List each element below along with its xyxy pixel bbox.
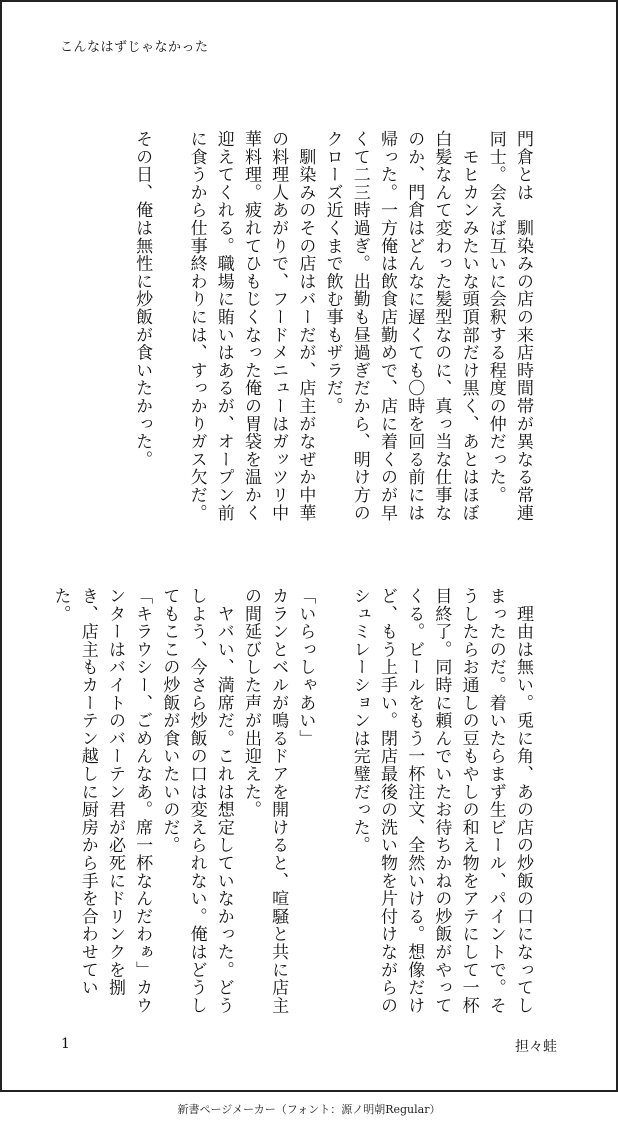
- author-name: 担々蛙: [515, 1039, 557, 1055]
- dialogue-line: 「いらっしゃあい」: [295, 587, 316, 748]
- paragraph: ヤバい、満席だ。これは想定していなかった。どうしよう、今さら炒飯の口は変えられない。俺はどうしてもここの炒飯が食いたいのだ。: [159, 587, 234, 1015]
- text-block-bottom: [50, 587, 536, 1017]
- page-number: 1: [61, 1036, 70, 1052]
- generator-caption: 新書ページメーカー（フォント：源ノ明朝Regular）: [177, 1103, 441, 1116]
- paragraph: 馴染みのその店はバーだが、店主がなぜか中華の料理人あがりで、フードメニューはガッツリ中華料理。疲れてひもじくなった俺の胃袋を温かく迎えてくれる。職場に賄いはあるが、オープン前に食うから仕事終わりには、すっかりガス欠だ。: [186, 130, 316, 522]
- paragraph: その日、俺は無性に炒飯が食いたかった。: [132, 130, 153, 469]
- page-title: こんなはずじゃなかった: [60, 40, 209, 55]
- blank-line: [318, 587, 345, 1017]
- paragraph: 門倉とは 馴染みの店の来店時間帯が異なる常連同士。会えば互いに会釈する程度の仲だった。: [485, 130, 533, 522]
- text-block-top: [58, 130, 536, 530]
- paragraph: 「キラウシー、ごめんなあ。席一杯なんだわぁ」カウンターはバイトのバーテン君が必死にドリンクを捌き、店主もカーテン越しに厨房から手を合わせていた。: [50, 587, 153, 1015]
- paragraph: 理由は無い。兎に角、あの店の炒飯の口になってしまったのだ。着いたらまず生ビール、パイントで。そうしたらお通しの豆もやしの和え物をアテにして一杯目終了。同時に頼んでいたお待ちかねの炒飯がやってくる。ビールをもう一杯注文、全然いける。想像だけど、もう上手い。閉店最後の洗い物を片付けながらのシュミレーションは完璧だった。: [349, 587, 533, 1015]
- paragraph: カランとベルが鳴るドアを開けると、喧騒と共に店主の間延びした声が出迎えた。: [240, 587, 289, 1015]
- blank-line: [155, 130, 182, 530]
- paragraph: モヒカンみたいな頭頂部だけ黒く、あとはほぼ白髪なんて変わった髪型なのに、真っ当な仕事なのか、門倉はどんなに遅くても〇時を回る前には帰った。一方俺は飲食店勤めで、店に着くのが早くて二三時過ぎ。出勤も昼過ぎだから、明け方のクローズ近くまで飲む事もザラだ。: [322, 130, 479, 522]
